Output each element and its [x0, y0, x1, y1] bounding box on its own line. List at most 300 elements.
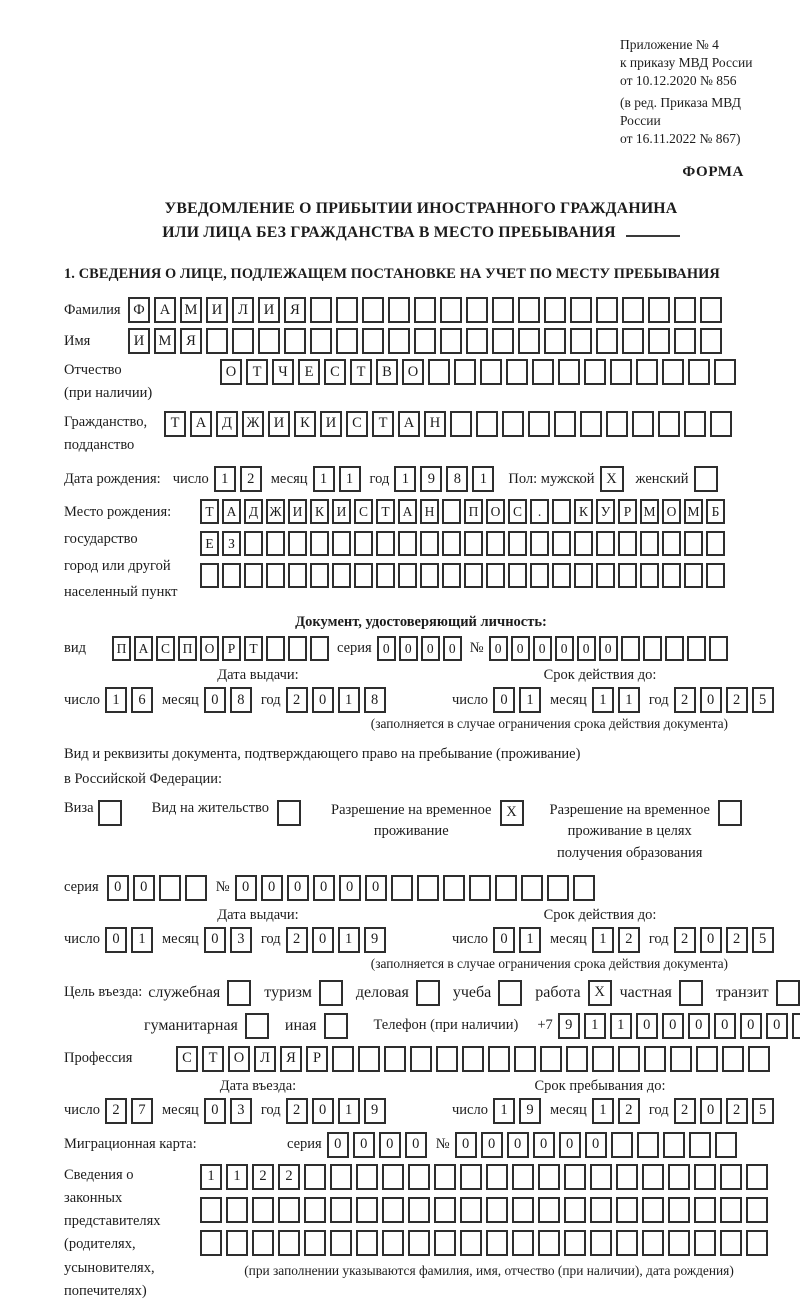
char-box[interactable]: [398, 531, 417, 556]
char-box[interactable]: И: [332, 499, 351, 524]
char-box[interactable]: 1: [338, 1098, 360, 1124]
char-box[interactable]: А: [190, 411, 212, 437]
char-box[interactable]: [573, 875, 595, 901]
char-box[interactable]: [570, 297, 592, 323]
char-box[interactable]: [621, 636, 640, 661]
char-box[interactable]: [776, 980, 800, 1006]
char-box[interactable]: [226, 1197, 248, 1223]
char-box[interactable]: [356, 1230, 378, 1256]
char-box[interactable]: [668, 1230, 690, 1256]
char-box[interactable]: 0: [105, 927, 127, 953]
char-box[interactable]: О: [200, 636, 219, 661]
char-box[interactable]: [748, 1046, 770, 1072]
char-box[interactable]: [310, 636, 329, 661]
char-box[interactable]: [570, 328, 592, 354]
char-box[interactable]: Ч: [272, 359, 294, 385]
char-box[interactable]: [464, 531, 483, 556]
char-box[interactable]: [643, 636, 662, 661]
char-box[interactable]: [679, 980, 703, 1006]
char-box[interactable]: З: [222, 531, 241, 556]
char-box[interactable]: [720, 1197, 742, 1223]
char-box[interactable]: [688, 359, 710, 385]
char-box[interactable]: [304, 1164, 326, 1190]
char-box[interactable]: 9: [519, 1098, 541, 1124]
char-box[interactable]: 6: [131, 687, 153, 713]
char-box[interactable]: 0: [204, 687, 226, 713]
char-box[interactable]: 1: [592, 927, 614, 953]
char-box[interactable]: [310, 297, 332, 323]
char-box[interactable]: [720, 1230, 742, 1256]
char-box[interactable]: [356, 1164, 378, 1190]
char-box[interactable]: [206, 328, 228, 354]
char-box[interactable]: 2: [726, 687, 748, 713]
char-box[interactable]: 0: [766, 1013, 788, 1039]
char-box[interactable]: [584, 359, 606, 385]
char-box[interactable]: [466, 297, 488, 323]
char-box[interactable]: [244, 563, 263, 588]
char-box[interactable]: 2: [286, 1098, 308, 1124]
char-box[interactable]: [622, 297, 644, 323]
char-box[interactable]: 1: [618, 687, 640, 713]
char-box[interactable]: [469, 875, 491, 901]
char-box[interactable]: [616, 1197, 638, 1223]
char-box[interactable]: [332, 563, 351, 588]
char-box[interactable]: [304, 1230, 326, 1256]
char-box[interactable]: 0: [636, 1013, 658, 1039]
char-box[interactable]: [310, 328, 332, 354]
char-box[interactable]: А: [398, 411, 420, 437]
char-box[interactable]: 2: [726, 927, 748, 953]
char-box[interactable]: [665, 636, 684, 661]
char-box[interactable]: [414, 328, 436, 354]
char-box[interactable]: [440, 328, 462, 354]
char-box[interactable]: [544, 297, 566, 323]
char-box[interactable]: И: [268, 411, 290, 437]
char-box[interactable]: [530, 531, 549, 556]
char-box[interactable]: К: [574, 499, 593, 524]
char-box[interactable]: [640, 531, 659, 556]
char-box[interactable]: 5: [752, 687, 774, 713]
char-box[interactable]: [718, 800, 742, 826]
char-box[interactable]: Ж: [266, 499, 285, 524]
char-box[interactable]: 0: [399, 636, 418, 661]
char-box[interactable]: [222, 563, 241, 588]
char-box[interactable]: 0: [377, 636, 396, 661]
char-box[interactable]: [637, 1132, 659, 1158]
char-box[interactable]: [642, 1230, 664, 1256]
char-box[interactable]: [408, 1197, 430, 1223]
char-box[interactable]: 0: [287, 875, 309, 901]
char-box[interactable]: М: [180, 297, 202, 323]
char-box[interactable]: [252, 1197, 274, 1223]
char-box[interactable]: [508, 531, 527, 556]
char-box[interactable]: 5: [752, 927, 774, 953]
char-box[interactable]: Т: [350, 359, 372, 385]
char-box[interactable]: И: [288, 499, 307, 524]
char-box[interactable]: 1: [584, 1013, 606, 1039]
char-box[interactable]: 1: [226, 1164, 248, 1190]
char-box[interactable]: [356, 1197, 378, 1223]
char-box[interactable]: [709, 636, 728, 661]
char-box[interactable]: [408, 1230, 430, 1256]
char-box[interactable]: М: [154, 328, 176, 354]
char-box[interactable]: [440, 297, 462, 323]
char-box[interactable]: 0: [533, 1132, 555, 1158]
char-box[interactable]: 0: [511, 636, 530, 661]
char-box[interactable]: [442, 563, 461, 588]
char-box[interactable]: [227, 980, 251, 1006]
char-box[interactable]: [98, 800, 122, 826]
char-box[interactable]: 1: [493, 1098, 515, 1124]
char-box[interactable]: Д: [244, 499, 263, 524]
char-box[interactable]: 0: [555, 636, 574, 661]
char-box[interactable]: [358, 1046, 380, 1072]
char-box[interactable]: 0: [533, 636, 552, 661]
char-box[interactable]: 8: [364, 687, 386, 713]
char-box[interactable]: Н: [424, 411, 446, 437]
char-box[interactable]: Л: [232, 297, 254, 323]
char-box[interactable]: [530, 563, 549, 588]
char-box[interactable]: [324, 1013, 348, 1039]
char-box[interactable]: [694, 466, 718, 492]
char-box[interactable]: [596, 531, 615, 556]
char-box[interactable]: [391, 875, 413, 901]
char-box[interactable]: Т: [244, 636, 263, 661]
char-box[interactable]: [715, 1132, 737, 1158]
char-box[interactable]: [640, 563, 659, 588]
char-box[interactable]: [277, 800, 301, 826]
char-box[interactable]: [416, 980, 440, 1006]
char-box[interactable]: П: [464, 499, 483, 524]
char-box[interactable]: [460, 1197, 482, 1223]
char-box[interactable]: [354, 531, 373, 556]
char-box[interactable]: X: [500, 800, 524, 826]
char-box[interactable]: [354, 563, 373, 588]
char-box[interactable]: [674, 328, 696, 354]
char-box[interactable]: [746, 1230, 768, 1256]
char-box[interactable]: А: [134, 636, 153, 661]
char-box[interactable]: [502, 411, 524, 437]
char-box[interactable]: [574, 531, 593, 556]
char-box[interactable]: [336, 328, 358, 354]
char-box[interactable]: [436, 1046, 458, 1072]
char-box[interactable]: 2: [674, 927, 696, 953]
char-box[interactable]: [382, 1230, 404, 1256]
char-box[interactable]: [486, 563, 505, 588]
char-box[interactable]: [244, 531, 263, 556]
char-box[interactable]: [460, 1230, 482, 1256]
char-box[interactable]: 7: [131, 1098, 153, 1124]
char-box[interactable]: С: [346, 411, 368, 437]
char-box[interactable]: 1: [200, 1164, 222, 1190]
char-box[interactable]: 2: [286, 687, 308, 713]
char-box[interactable]: [498, 980, 522, 1006]
char-box[interactable]: 9: [364, 1098, 386, 1124]
char-box[interactable]: [648, 328, 670, 354]
char-box[interactable]: 1: [131, 927, 153, 953]
char-box[interactable]: [278, 1230, 300, 1256]
char-box[interactable]: [590, 1197, 612, 1223]
char-box[interactable]: 1: [592, 1098, 614, 1124]
char-box[interactable]: [611, 1132, 633, 1158]
char-box[interactable]: [714, 359, 736, 385]
char-box[interactable]: [506, 359, 528, 385]
char-box[interactable]: 0: [599, 636, 618, 661]
char-box[interactable]: 0: [133, 875, 155, 901]
char-box[interactable]: [310, 531, 329, 556]
char-box[interactable]: И: [128, 328, 150, 354]
char-box[interactable]: 0: [455, 1132, 477, 1158]
char-box[interactable]: [454, 359, 476, 385]
char-box[interactable]: 0: [481, 1132, 503, 1158]
char-box[interactable]: 2: [618, 1098, 640, 1124]
char-box[interactable]: [486, 531, 505, 556]
char-box[interactable]: И: [258, 297, 280, 323]
char-box[interactable]: Т: [202, 1046, 224, 1072]
char-box[interactable]: [330, 1230, 352, 1256]
char-box[interactable]: [185, 875, 207, 901]
char-box[interactable]: [310, 563, 329, 588]
char-box[interactable]: [200, 1197, 222, 1223]
char-box[interactable]: У: [596, 499, 615, 524]
char-box[interactable]: [564, 1197, 586, 1223]
char-box[interactable]: М: [640, 499, 659, 524]
char-box[interactable]: [232, 328, 254, 354]
char-box[interactable]: [266, 563, 285, 588]
char-box[interactable]: [574, 563, 593, 588]
char-box[interactable]: 0: [312, 687, 334, 713]
char-box[interactable]: [388, 297, 410, 323]
char-box[interactable]: [464, 563, 483, 588]
char-box[interactable]: [642, 1197, 664, 1223]
char-box[interactable]: 8: [446, 466, 468, 492]
char-box[interactable]: 0: [312, 927, 334, 953]
char-box[interactable]: [694, 1230, 716, 1256]
char-box[interactable]: [508, 563, 527, 588]
char-box[interactable]: [284, 328, 306, 354]
char-box[interactable]: 2: [674, 1098, 696, 1124]
char-box[interactable]: [700, 297, 722, 323]
char-box[interactable]: [492, 297, 514, 323]
char-box[interactable]: [606, 411, 628, 437]
char-box[interactable]: [462, 1046, 484, 1072]
char-box[interactable]: [382, 1197, 404, 1223]
char-box[interactable]: [547, 875, 569, 901]
char-box[interactable]: [710, 411, 732, 437]
char-box[interactable]: [428, 359, 450, 385]
char-box[interactable]: С: [176, 1046, 198, 1072]
char-box[interactable]: [663, 1132, 685, 1158]
char-box[interactable]: [288, 636, 307, 661]
char-box[interactable]: С: [508, 499, 527, 524]
char-box[interactable]: [596, 297, 618, 323]
char-box[interactable]: [226, 1230, 248, 1256]
char-box[interactable]: [417, 875, 439, 901]
char-box[interactable]: [694, 1197, 716, 1223]
char-box[interactable]: [694, 1164, 716, 1190]
char-box[interactable]: 0: [585, 1132, 607, 1158]
char-box[interactable]: С: [156, 636, 175, 661]
char-box[interactable]: 2: [726, 1098, 748, 1124]
char-box[interactable]: 5: [752, 1098, 774, 1124]
char-box[interactable]: 2: [286, 927, 308, 953]
char-box[interactable]: [662, 563, 681, 588]
char-box[interactable]: [288, 531, 307, 556]
char-box[interactable]: [618, 1046, 640, 1072]
char-box[interactable]: 1: [338, 687, 360, 713]
char-box[interactable]: 0: [261, 875, 283, 901]
char-box[interactable]: 1: [339, 466, 361, 492]
char-box[interactable]: .: [530, 499, 549, 524]
char-box[interactable]: 0: [577, 636, 596, 661]
char-box[interactable]: 0: [204, 927, 226, 953]
char-box[interactable]: [319, 980, 343, 1006]
char-box[interactable]: И: [320, 411, 342, 437]
char-box[interactable]: [442, 531, 461, 556]
char-box[interactable]: Л: [254, 1046, 276, 1072]
char-box[interactable]: [443, 875, 465, 901]
char-box[interactable]: [552, 563, 571, 588]
char-box[interactable]: 0: [688, 1013, 710, 1039]
char-box[interactable]: [420, 531, 439, 556]
char-box[interactable]: [674, 297, 696, 323]
char-box[interactable]: [512, 1164, 534, 1190]
char-box[interactable]: [330, 1164, 352, 1190]
char-box[interactable]: [332, 1046, 354, 1072]
char-box[interactable]: 3: [230, 1098, 252, 1124]
char-box[interactable]: [616, 1164, 638, 1190]
char-box[interactable]: [642, 1164, 664, 1190]
char-box[interactable]: Н: [420, 499, 439, 524]
char-box[interactable]: [512, 1197, 534, 1223]
char-box[interactable]: Б: [706, 499, 725, 524]
char-box[interactable]: [420, 563, 439, 588]
char-box[interactable]: Р: [618, 499, 637, 524]
char-box[interactable]: А: [398, 499, 417, 524]
char-box[interactable]: [648, 297, 670, 323]
char-box[interactable]: X: [600, 466, 624, 492]
char-box[interactable]: Д: [216, 411, 238, 437]
char-box[interactable]: [618, 531, 637, 556]
char-box[interactable]: [252, 1230, 274, 1256]
char-box[interactable]: [460, 1164, 482, 1190]
char-box[interactable]: Ж: [242, 411, 264, 437]
char-box[interactable]: 0: [700, 687, 722, 713]
char-box[interactable]: 0: [405, 1132, 427, 1158]
char-box[interactable]: [376, 531, 395, 556]
char-box[interactable]: [590, 1164, 612, 1190]
char-box[interactable]: [512, 1230, 534, 1256]
char-box[interactable]: 0: [493, 927, 515, 953]
char-box[interactable]: 3: [230, 927, 252, 953]
char-box[interactable]: [410, 1046, 432, 1072]
char-box[interactable]: О: [662, 499, 681, 524]
char-box[interactable]: 0: [493, 687, 515, 713]
char-box[interactable]: [590, 1230, 612, 1256]
char-box[interactable]: [362, 297, 384, 323]
char-box[interactable]: [592, 1046, 614, 1072]
char-box[interactable]: 0: [204, 1098, 226, 1124]
char-box[interactable]: 0: [443, 636, 462, 661]
char-box[interactable]: 0: [662, 1013, 684, 1039]
char-box[interactable]: [700, 328, 722, 354]
char-box[interactable]: И: [206, 297, 228, 323]
char-box[interactable]: 1: [338, 927, 360, 953]
char-box[interactable]: 1: [313, 466, 335, 492]
char-box[interactable]: [684, 531, 703, 556]
char-box[interactable]: О: [228, 1046, 250, 1072]
char-box[interactable]: [684, 411, 706, 437]
char-box[interactable]: [687, 636, 706, 661]
char-box[interactable]: Т: [164, 411, 186, 437]
char-box[interactable]: [486, 1164, 508, 1190]
char-box[interactable]: [538, 1164, 560, 1190]
char-box[interactable]: Р: [306, 1046, 328, 1072]
char-box[interactable]: [720, 1164, 742, 1190]
char-box[interactable]: [684, 563, 703, 588]
char-box[interactable]: Т: [200, 499, 219, 524]
char-box[interactable]: 9: [420, 466, 442, 492]
char-box[interactable]: 1: [592, 687, 614, 713]
char-box[interactable]: [658, 411, 680, 437]
char-box[interactable]: О: [486, 499, 505, 524]
char-box[interactable]: Е: [298, 359, 320, 385]
char-box[interactable]: [330, 1197, 352, 1223]
char-box[interactable]: [554, 411, 576, 437]
char-box[interactable]: 1: [472, 466, 494, 492]
char-box[interactable]: 2: [105, 1098, 127, 1124]
char-box[interactable]: 0: [339, 875, 361, 901]
char-box[interactable]: [521, 875, 543, 901]
char-box[interactable]: 0: [312, 1098, 334, 1124]
char-box[interactable]: [564, 1230, 586, 1256]
char-box[interactable]: [258, 328, 280, 354]
char-box[interactable]: [288, 563, 307, 588]
char-box[interactable]: [632, 411, 654, 437]
char-box[interactable]: [616, 1230, 638, 1256]
char-box[interactable]: [304, 1197, 326, 1223]
char-box[interactable]: [566, 1046, 588, 1072]
char-box[interactable]: [336, 297, 358, 323]
char-box[interactable]: 0: [489, 636, 508, 661]
char-box[interactable]: X: [588, 980, 612, 1006]
char-box[interactable]: 9: [558, 1013, 580, 1039]
char-box[interactable]: 2: [240, 466, 262, 492]
char-box[interactable]: Ф: [128, 297, 150, 323]
char-box[interactable]: [376, 563, 395, 588]
char-box[interactable]: 0: [235, 875, 257, 901]
char-box[interactable]: [564, 1164, 586, 1190]
char-box[interactable]: 1: [214, 466, 236, 492]
char-box[interactable]: [266, 636, 285, 661]
char-box[interactable]: [706, 531, 725, 556]
char-box[interactable]: 0: [700, 1098, 722, 1124]
char-box[interactable]: П: [178, 636, 197, 661]
char-box[interactable]: [528, 411, 550, 437]
char-box[interactable]: [552, 499, 571, 524]
char-box[interactable]: [388, 328, 410, 354]
char-box[interactable]: [662, 359, 684, 385]
char-box[interactable]: [480, 359, 502, 385]
char-box[interactable]: Я: [180, 328, 202, 354]
char-box[interactable]: [622, 328, 644, 354]
char-box[interactable]: А: [154, 297, 176, 323]
char-box[interactable]: 1: [394, 466, 416, 492]
char-box[interactable]: [532, 359, 554, 385]
char-box[interactable]: [362, 328, 384, 354]
char-box[interactable]: [398, 563, 417, 588]
char-box[interactable]: [746, 1164, 768, 1190]
